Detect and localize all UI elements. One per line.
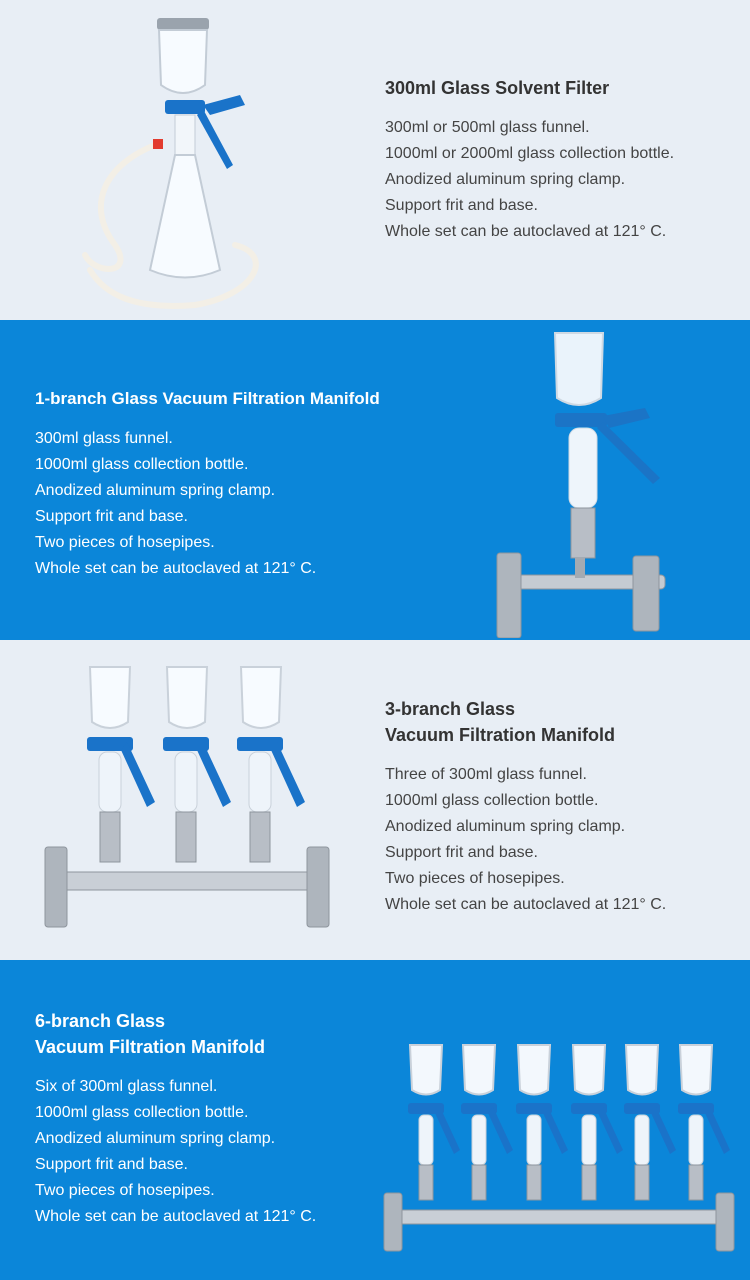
glass-solvent-filter-photo [75,5,295,315]
feature-item: Two pieces of hosepipes. [35,534,215,551]
feature-item: Support frit and base. [385,197,538,214]
feature-item: Anodized aluminum spring clamp. [385,171,626,188]
feature-item: 1000ml glass collection bottle. [35,1104,249,1121]
feature-list [385,762,666,918]
feature-item: Whole set can be autoclaved at 121° C. [385,896,667,913]
section-title-line1: 3-branch Glass [385,699,516,719]
feature-item: 300ml glass funnel. [35,430,173,447]
feature-list [385,115,674,245]
feature-item: Anodized aluminum spring clamp. [35,1130,276,1147]
feature-item: Two pieces of hosepipes. [35,1182,215,1199]
section-three-branch [0,640,750,960]
section-title: 1-branch Glass Vacuum Filtration Manifold [35,389,380,408]
section-one-branch [0,320,750,640]
feature-list [35,426,380,582]
feature-item: Support frit and base. [35,508,188,525]
feature-item: Anodized aluminum spring clamp. [35,482,276,499]
feature-item: 1000ml glass collection bottle. [385,792,599,809]
one-branch-manifold-photo [485,328,685,638]
section-title-line2: Vacuum Filtration Manifold [35,1037,266,1057]
feature-item: 1000ml or 2000ml glass collection bottle. [385,145,675,162]
section-text [385,696,666,918]
section-title-line2: Vacuum Filtration Manifold [385,725,616,745]
section-title [385,696,666,748]
section-text [385,75,674,245]
three-branch-manifold-photo [35,652,335,952]
feature-item: 1000ml glass collection bottle. [35,456,249,473]
section-title-line1: 6-branch Glass [35,1011,166,1031]
section-text [35,386,380,582]
section-title [35,1008,316,1060]
feature-item: Whole set can be autoclaved at 121° C. [35,1208,317,1225]
feature-item: Support frit and base. [35,1156,188,1173]
section-six-branch [0,960,750,1280]
feature-item: Six of 300ml glass funnel. [35,1078,218,1095]
section-title: 300ml Glass Solvent Filter [385,78,610,98]
section-solvent-filter [0,0,750,320]
feature-item: Three of 300ml glass funnel. [385,766,587,783]
feature-item: 300ml or 500ml glass funnel. [385,119,590,136]
feature-item: Anodized aluminum spring clamp. [385,818,626,835]
section-text [35,1008,316,1230]
feature-item: Whole set can be autoclaved at 121° C. [35,560,317,577]
feature-item: Whole set can be autoclaved at 121° C. [385,223,667,240]
feature-list [35,1074,316,1230]
feature-item: Two pieces of hosepipes. [385,870,565,887]
feature-item: Support frit and base. [385,844,538,861]
six-branch-manifold-photo [380,1015,740,1275]
